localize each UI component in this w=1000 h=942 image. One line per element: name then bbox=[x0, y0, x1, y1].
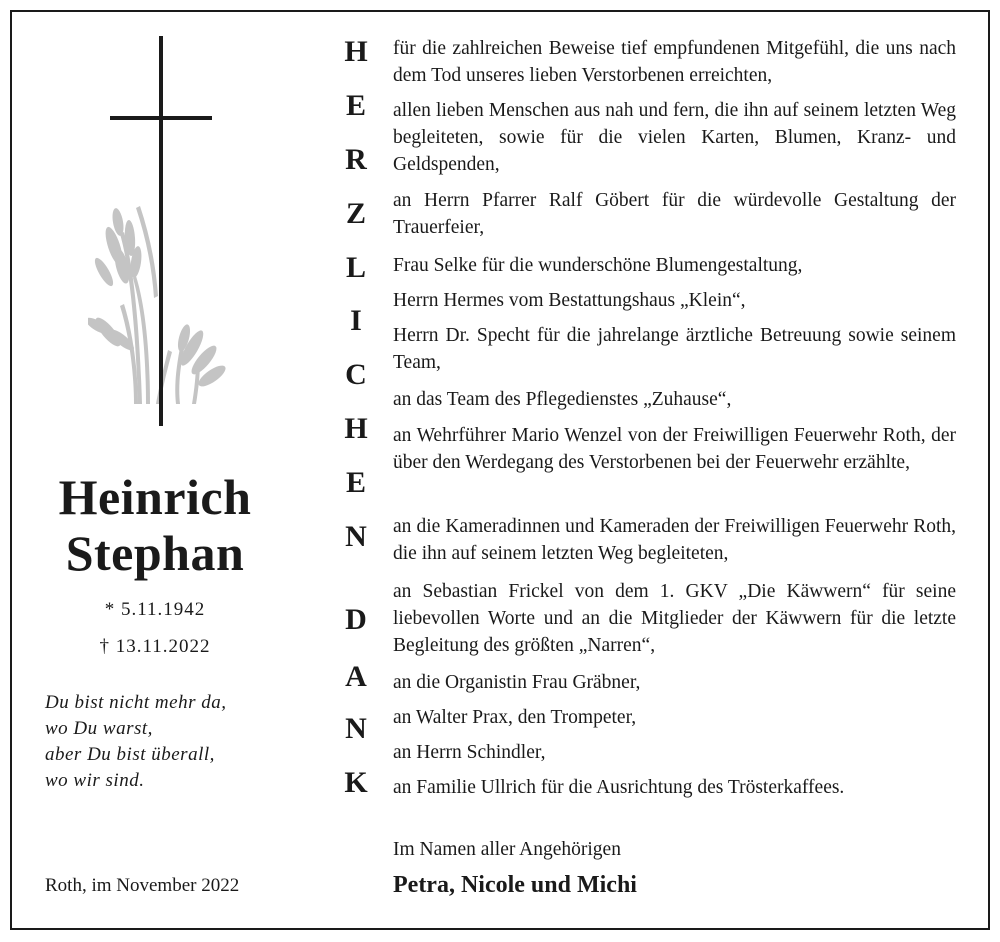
thanks-item: an die Organistin Frau Gräbner, bbox=[393, 672, 641, 693]
acrostic-letter: H bbox=[344, 412, 368, 445]
death-date: † 13.11.2022 bbox=[99, 636, 211, 657]
thanks-item: an Walter Prax, den Trompeter, bbox=[393, 707, 637, 728]
quote-line: Du bist nicht mehr da, bbox=[45, 692, 227, 713]
acrostic-letter: H bbox=[344, 35, 368, 68]
thanks-item: an das Team des Pflegedienstes „Zuhause“, bbox=[393, 389, 732, 410]
thanks-item: an Herrn Schindler, bbox=[393, 742, 546, 763]
thanks-item: allen lieben Menschen aus nah und fern, die ihn auf seinem letzten Weg begleiteten, sowie für die vielen Karten, Blumen, Kranz- und Geldspenden, bbox=[393, 100, 956, 175]
acrostic-letter: D bbox=[345, 603, 367, 636]
acrostic-letter: N bbox=[345, 712, 367, 745]
quote-line: wo Du warst, bbox=[45, 718, 153, 739]
thanks-item: Herrn Hermes vom Bestattungshaus „Klein“, bbox=[393, 290, 746, 311]
deceased-last-name: Stephan bbox=[65, 525, 245, 581]
quote-line: wo wir sind. bbox=[45, 770, 145, 791]
deceased-first-name: Heinrich bbox=[58, 469, 252, 525]
thanks-item: Herrn Dr. Specht für die jahrelange ärztliche Betreuung sowie seinem Team, bbox=[393, 325, 956, 373]
thanks-item: an Wehrführer Mario Wenzel von der Freiwilligen Feuerwehr Roth, der über den Werdegang des Verstorbenen bei der Feuerwehr erzählte, bbox=[393, 425, 956, 473]
acrostic-letter: R bbox=[345, 143, 367, 176]
thanks-item: an Sebastian Frickel von dem 1. GKV „Die Käwwern“ für seine liebevollen Worte und an die Mitglieder der Käwwern für die letzte Begleitung des größten „Narren“, bbox=[393, 581, 956, 656]
signers: Petra, Nicole und Michi bbox=[393, 872, 637, 898]
thanks-item: Frau Selke für die wunderschöne Blumengestaltung, bbox=[393, 255, 803, 276]
acrostic-letter: N bbox=[345, 520, 367, 553]
quote-line: aber Du bist überall, bbox=[45, 744, 215, 765]
acrostic-letter: A bbox=[345, 660, 367, 693]
acrostic-letter: I bbox=[350, 304, 362, 337]
thanks-item: an die Kameradinnen und Kameraden der Freiwilligen Feuerwehr Roth, die ihn auf seinem letzten Weg begleiteten, bbox=[393, 516, 956, 564]
birth-date: * 5.11.1942 bbox=[104, 599, 206, 620]
acrostic-letter: C bbox=[345, 358, 367, 391]
acrostic-letter: Z bbox=[345, 197, 366, 230]
acrostic-letter: K bbox=[344, 766, 368, 799]
place-and-date: Roth, im November 2022 bbox=[45, 875, 240, 896]
thanks-item: an Herrn Pfarrer Ralf Göbert für die würdevolle Gestaltung der Trauerfeier, bbox=[393, 190, 956, 238]
cross-with-wheat-icon bbox=[88, 36, 238, 441]
acrostic-letter: E bbox=[345, 89, 366, 122]
acrostic-letter: L bbox=[345, 251, 366, 284]
thanks-item: an Familie Ullrich für die Ausrichtung des Trösterkaffees. bbox=[393, 777, 845, 798]
acrostic-letter: E bbox=[345, 466, 366, 499]
closing-line: Im Namen aller Angehörigen bbox=[393, 839, 621, 860]
thanks-item: für die zahlreichen Beweise tief empfundenen Mitgefühl, die uns nach dem Tod unseres lieben Verstorbenen erreichten, bbox=[393, 38, 956, 86]
memorial-quote bbox=[45, 690, 226, 794]
